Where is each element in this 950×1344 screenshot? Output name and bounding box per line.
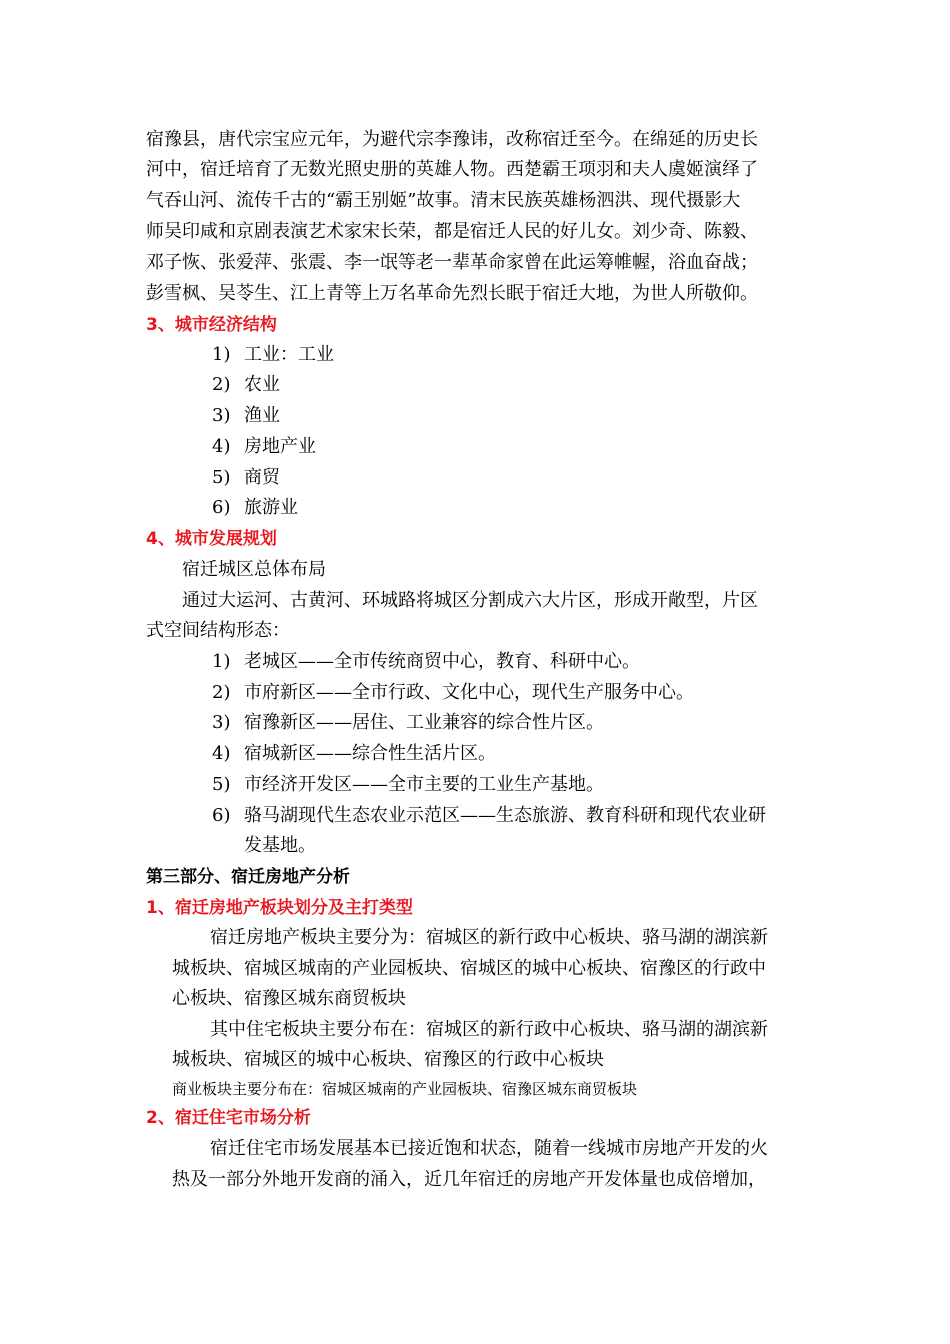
list-text: 房地产业	[244, 436, 316, 457]
list-text: 老城区——全市传统商贸中心，教育、科研中心。	[244, 651, 640, 672]
section-heading-economy: 3、城市经济结构	[146, 315, 277, 335]
list-text: 宿豫新区——居住、工业兼容的综合性片区。	[244, 712, 604, 733]
list-number: 6)	[212, 497, 231, 518]
list-text: 农业	[244, 374, 280, 395]
list-number: 5)	[212, 774, 231, 795]
paragraph-line: 城板块、宿城区的城中心板块、宿豫区的行政中心板块	[172, 1049, 604, 1070]
list-number: 4)	[212, 743, 231, 764]
list-item	[0, 340, 950, 370]
section-heading-residential: 2、宿迁住宅市场分析	[146, 1108, 311, 1128]
list-text: 渔业	[244, 405, 280, 426]
list-number: 6)	[212, 805, 231, 826]
intro-line-6: 彭雪枫、吴苓生、江上青等上万名革命先烈长眠于宿迁大地，为世人所敬仰。	[146, 283, 758, 304]
paragraph-line: 其中住宅板块主要分布在：宿城区的新行政中心板块、骆马湖的湖滨新	[210, 1019, 768, 1040]
paragraph-line: 心板块、宿豫区城东商贸板块	[172, 988, 406, 1009]
subtitle: 宿迁城区总体布局	[182, 559, 326, 580]
list-item	[0, 708, 950, 738]
list-item	[0, 801, 950, 831]
list-number: 1)	[212, 651, 231, 672]
intro-line-4: 师吴印咸和京剧表演艺术家宋长荣，都是宿迁人民的好儿女。刘少奇、陈毅、	[146, 221, 758, 242]
paragraph-line: 热及一部分外地开发商的涌入，近几年宿迁的房地产开发体量也成倍增加，	[172, 1169, 766, 1190]
list-text: 工业：工业	[244, 344, 334, 365]
list-text: 骆马湖现代生态农业示范区——生态旅游、教育科研和现代农业研	[244, 805, 766, 826]
paragraph-line: 式空间结构形态：	[146, 620, 290, 641]
list-number: 4)	[212, 436, 231, 457]
list-item	[0, 370, 950, 400]
list-item	[0, 432, 950, 462]
list-item	[0, 739, 950, 769]
list-number: 2)	[212, 374, 231, 395]
intro-line-5: 邓子恢、张爱萍、张震、李一氓等老一辈革命家曾在此运筹帷幄，浴血奋战；	[146, 252, 758, 273]
list-item	[0, 770, 950, 800]
paragraph-line: 城板块、宿城区城南的产业园板块、宿城区的城中心板块、宿豫区的行政中	[172, 958, 766, 979]
paragraph-line-small: 商业板块主要分布在：宿城区城南的产业园板块、宿豫区城东商贸板块	[172, 1080, 638, 1098]
section-heading-planning: 4、城市发展规划	[146, 529, 277, 549]
list-number: 3)	[212, 712, 231, 733]
list-text: 市府新区——全市行政、文化中心，现代生产服务中心。	[244, 682, 694, 703]
list-text: 旅游业	[244, 497, 298, 518]
list-number: 5)	[212, 467, 231, 488]
paragraph-line: 宿迁住宅市场发展基本已接近饱和状态，随着一线城市房地产开发的火	[210, 1138, 768, 1159]
list-item	[0, 463, 950, 493]
list-number: 2)	[212, 682, 231, 703]
intro-line-1: 宿豫县，唐代宗宝应元年，为避代宗李豫讳，改称宿迁至今。在绵延的历史长	[146, 129, 758, 150]
list-text: 市经济开发区——全市主要的工业生产基地。	[244, 774, 604, 795]
list-text: 宿城新区——综合性生活片区。	[244, 743, 496, 764]
intro-line-3: 气吞山河、流传千古的“霸王别姬”故事。清末民族英雄杨泗洪、现代摄影大	[146, 190, 741, 211]
section-heading-blocks: 1、宿迁房地产板块划分及主打类型	[146, 898, 413, 918]
paragraph-line: 通过大运河、古黄河、环城路将城区分割成六大片区，形成开敞型，片区	[182, 590, 758, 611]
list-number: 1)	[212, 344, 231, 365]
list-text-continuation: 发基地。	[244, 835, 316, 856]
list-item	[0, 678, 950, 708]
list-number: 3)	[212, 405, 231, 426]
list-item	[0, 647, 950, 677]
list-item	[0, 401, 950, 431]
intro-line-2: 河中，宿迁培育了无数光照史册的英雄人物。西楚霸王项羽和夫人虞姬演绎了	[146, 159, 758, 180]
list-item	[0, 493, 950, 523]
list-text: 商贸	[244, 467, 280, 488]
paragraph-line: 宿迁房地产板块主要分为：宿城区的新行政中心板块、骆马湖的湖滨新	[210, 927, 768, 948]
part-heading: 第三部分、宿迁房地产分析	[146, 867, 350, 887]
